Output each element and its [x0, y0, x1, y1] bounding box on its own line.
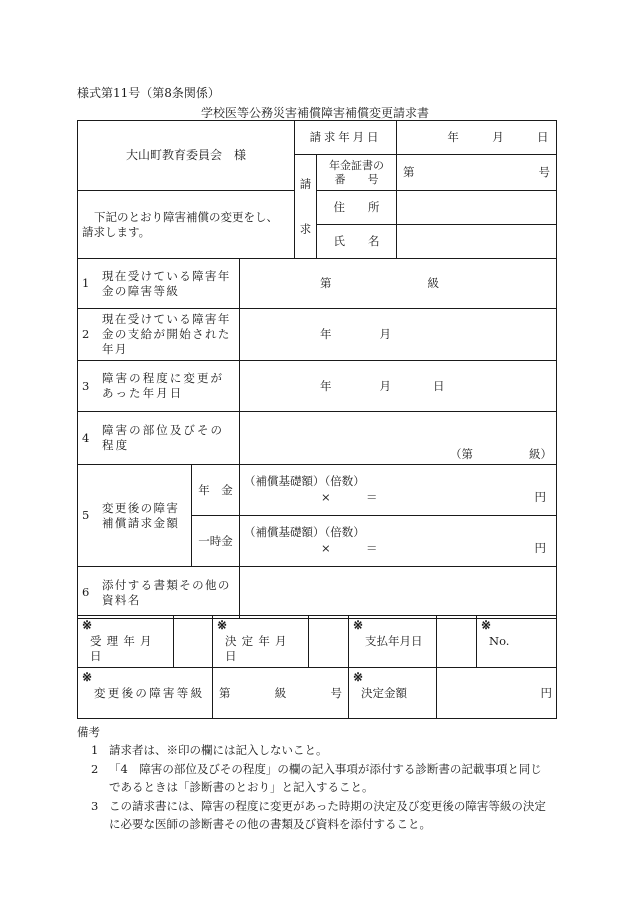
item-row-2 — [78, 309, 557, 361]
form-number: 様式第11号（第8条関係） — [77, 86, 220, 100]
item-5-label: 変更後の障害補償請求金額 — [102, 500, 180, 530]
grade-mark: ※ — [82, 670, 93, 684]
grade-prefix: 第 — [219, 685, 231, 700]
name-label: 氏 名 — [317, 225, 397, 259]
pension-basis-label: （補償基礎額） — [244, 474, 325, 489]
item-1-value-a: 第 — [320, 276, 332, 291]
statement-line2: 請求します。 — [82, 224, 151, 239]
received-date-field[interactable] — [174, 616, 213, 668]
address-field[interactable] — [397, 191, 557, 225]
note-3 — [77, 797, 557, 815]
pension-equals: ＝ — [366, 489, 378, 504]
item-3-value-b: 月 — [379, 378, 392, 393]
cert-prefix: 第 — [403, 165, 415, 180]
received-date-label: 受理年月日 — [90, 633, 157, 663]
notes-heading: 備考 — [77, 725, 100, 739]
item-row-4 — [78, 412, 557, 465]
grade-after-field[interactable] — [213, 668, 349, 719]
item-row-1 — [78, 259, 557, 309]
claimant-label-top — [295, 155, 317, 259]
grade-suffix: 号 — [330, 685, 342, 700]
item-4-label: 障害の部位及びその程度 — [102, 423, 225, 452]
pension-amount-field[interactable] — [240, 465, 557, 516]
statement — [78, 191, 295, 259]
item-4-value-a: （第 — [450, 447, 474, 462]
lump-equals: ＝ — [366, 540, 378, 555]
amount-label-cell — [349, 668, 437, 719]
note-3-number: 3 — [91, 798, 99, 813]
grade-after-label: 変更後の障害等級 — [94, 685, 205, 700]
item-6-field[interactable] — [240, 567, 557, 619]
item-2-label: 現在受けている障害年金の支給が開始された年月 — [102, 312, 231, 356]
cert-suffix: 号 — [538, 165, 550, 180]
item-2-field[interactable] — [240, 309, 557, 361]
item-2-number: 2 — [82, 327, 90, 342]
amount-label: 決定金額 — [361, 685, 407, 700]
cert-label-line2: 番 号 — [334, 172, 379, 186]
notes — [77, 723, 557, 833]
note-3-text-b: に必要な医師の診断書その他の書類及び資料を添付すること。 — [109, 816, 431, 831]
item-row-5-pension — [78, 465, 557, 516]
office-use-table — [77, 615, 557, 719]
pension-label: 年 金 — [192, 465, 240, 516]
office-row-2 — [78, 668, 557, 719]
grade-after-label-cell — [78, 668, 213, 719]
payment-date-label-cell — [349, 616, 437, 668]
office-row-1 — [78, 616, 557, 668]
address-label: 住 所 — [317, 191, 397, 225]
item-3-value-c: 日 — [433, 378, 445, 393]
amount-field[interactable] — [437, 668, 557, 719]
item-3-label: 障害の程度に変更があった年月日 — [102, 371, 225, 400]
amount-yen: 円 — [540, 685, 552, 700]
note-3-text-a: この請求書には、障害の程度に変更があった時期の決定及び変更後の障害等級の決定 — [109, 798, 546, 813]
item-2-label-cell — [78, 309, 240, 361]
name-field[interactable] — [397, 225, 557, 259]
claimant-char-1: 請 — [299, 176, 312, 191]
addressee: 大山町教育委員会 様 — [78, 121, 295, 191]
item-4-label-cell — [78, 412, 240, 465]
item-row-6 — [78, 567, 557, 619]
item-5-label-cell — [78, 465, 192, 567]
item-4-value-b: 級） — [529, 447, 553, 462]
note-1-number: 1 — [91, 743, 99, 758]
item-1-label: 現在受けている障害年金の障害等級 — [102, 268, 231, 298]
received-mark: ※ — [82, 618, 93, 632]
item-2-value-b: 月 — [379, 327, 392, 342]
cert-label-line1: 年金証書の — [329, 159, 384, 173]
note-1-text: 請求者は、※印の欄には記入しないこと。 — [109, 743, 328, 758]
claimant-char-2: 求 — [299, 221, 312, 236]
item-1-number: 1 — [82, 276, 90, 291]
pension-multiplier-label: （倍数） — [324, 474, 365, 489]
note-2 — [77, 760, 557, 778]
lump-times: × — [321, 540, 331, 555]
payment-date-field[interactable] — [437, 616, 477, 668]
grade-mid: 級 — [274, 685, 287, 700]
item-5-number: 5 — [82, 508, 90, 523]
item-3-value-a: 年 — [320, 378, 332, 393]
request-date-value: 年 月 日 — [447, 130, 552, 145]
item-1-label-cell — [78, 259, 240, 309]
number-label: No. — [489, 633, 510, 648]
claimant-table — [77, 120, 557, 259]
number-cell[interactable] — [477, 616, 557, 668]
item-row-3 — [78, 361, 557, 412]
lump-multiplier-label: （倍数） — [324, 525, 365, 540]
received-date-label-cell — [78, 616, 174, 668]
item-3-number: 3 — [82, 378, 90, 393]
lump-basis-label: （補償基礎額） — [244, 525, 325, 540]
cert-number-field[interactable] — [397, 155, 557, 191]
item-4-number: 4 — [82, 430, 90, 445]
note-2-text-b: であるときは「診断書のとおり」と記入すること。 — [109, 780, 374, 795]
lump-yen: 円 — [534, 540, 547, 555]
payment-date-label: 支払年月日 — [365, 633, 423, 648]
pension-yen: 円 — [534, 489, 547, 504]
amount-mark: ※ — [353, 670, 364, 684]
item-6-number: 6 — [82, 585, 90, 600]
item-1-field[interactable] — [240, 259, 557, 309]
item-2-value-a: 年 — [320, 327, 332, 342]
item-1-value-b: 級 — [427, 276, 440, 291]
note-2-text-a: 「4 障害の部位及びその程度」の欄の記入事項が添付する診断書の記載事項と同じ — [109, 761, 542, 776]
item-4-field[interactable] — [240, 412, 557, 465]
items-table — [77, 258, 557, 619]
lump-sum-label: 一時金 — [192, 516, 240, 567]
decision-date-label-cell — [213, 616, 309, 668]
lump-sum-amount-field[interactable] — [240, 516, 557, 567]
decision-date-label: 決定年月日 — [225, 633, 292, 663]
request-date-label: 請求年月日 — [295, 121, 397, 155]
payment-mark: ※ — [353, 618, 364, 632]
number-mark: ※ — [481, 618, 492, 632]
decision-date-field[interactable] — [309, 616, 349, 668]
decision-mark: ※ — [217, 618, 228, 632]
note-1 — [77, 741, 557, 759]
request-date-field[interactable] — [397, 121, 557, 155]
cert-number-label — [317, 155, 397, 191]
item-3-label-cell — [78, 361, 240, 412]
statement-line1: 下記のとおり障害補償の変更をし、 — [94, 209, 278, 224]
item-6-label: 添付する書類その他の資料名 — [102, 577, 231, 607]
pension-times: × — [321, 489, 331, 504]
note-2-number: 2 — [91, 761, 99, 776]
form-title: 学校医等公務災害補償障害補償変更請求書 — [200, 106, 429, 120]
item-3-field[interactable] — [240, 361, 557, 412]
item-6-label-cell — [78, 567, 240, 619]
